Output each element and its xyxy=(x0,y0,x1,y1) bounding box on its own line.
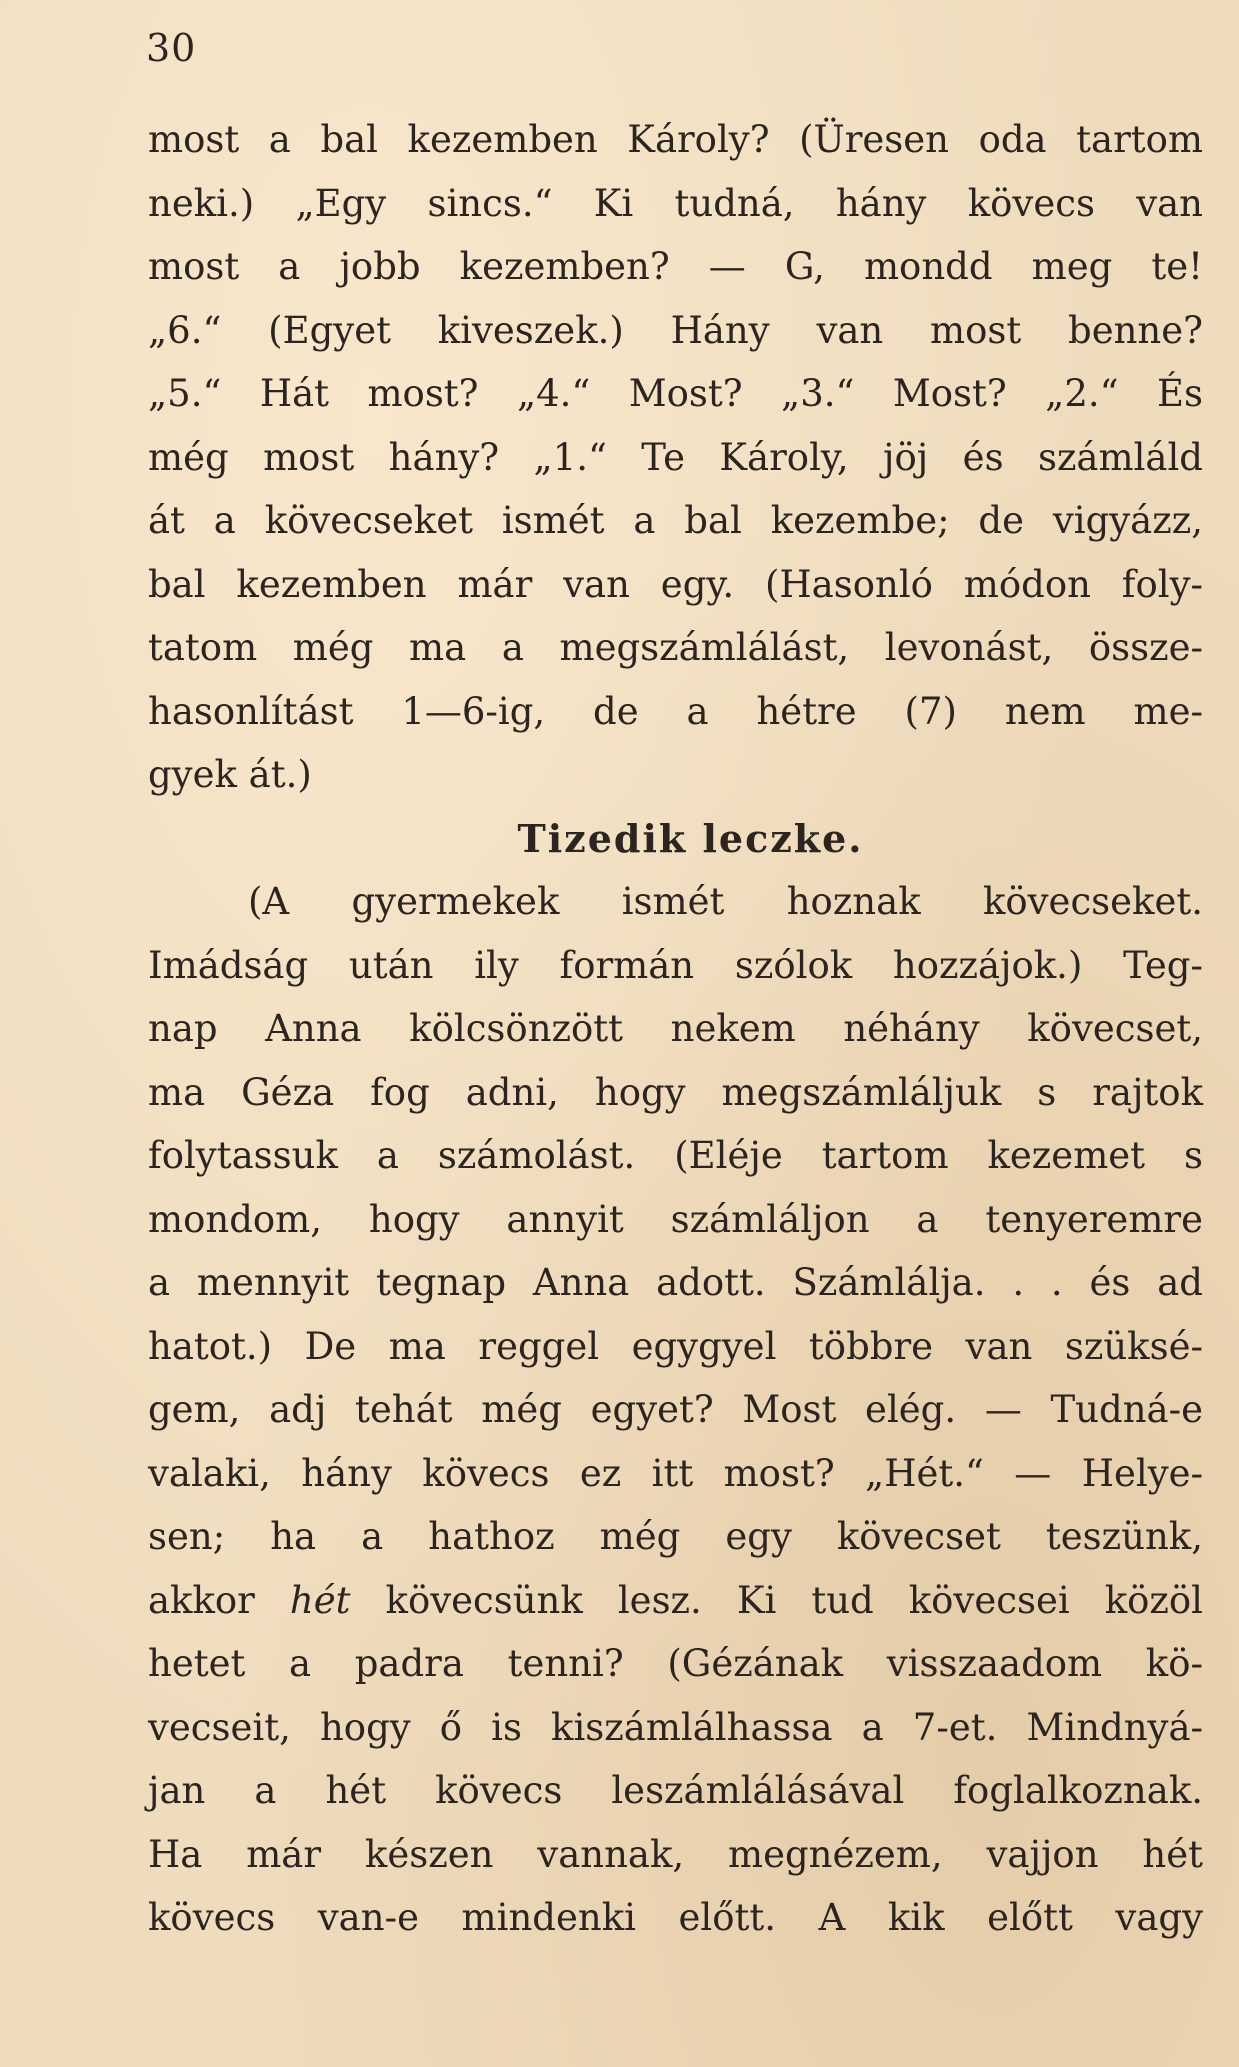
text-line: jan a hét kövecs leszámlálásával foglalkoznak. xyxy=(148,1769,1203,1812)
text-line: „6.“ (Egyet kiveszek.) Hány van most benne? xyxy=(148,308,1203,352)
text-line: hetet a padra tenni? (Gézának visszaadom kö- xyxy=(148,1642,1203,1685)
text-line: Imádság után ily formán szólok hozzájok.) Teg- xyxy=(148,943,1203,987)
text-line: „5.“ Hát most? „4.“ Most? „3.“ Most? „2.“ És xyxy=(148,372,1203,415)
text-fragment: akkor xyxy=(148,1578,290,1622)
text-line: bal kezemben már van egy. (Hasonló módon foly- xyxy=(148,562,1203,606)
text-line: gyek át.) xyxy=(148,753,312,796)
text-line: hasonlítást 1—6-ig, de a hétre (7) nem me- xyxy=(148,689,1203,733)
section-heading: Tizedik leczke. xyxy=(517,815,864,861)
text-line: most a bal kezemben Károly? (Üresen oda tartom xyxy=(148,118,1203,161)
text-line: vecseit, hogy ő is kiszámlálhassa a 7-et. Mindnyá- xyxy=(148,1705,1203,1749)
page-number: 30 xyxy=(146,26,197,70)
text-fragment: kövecsünk lesz. Ki tud kövecsei közöl xyxy=(350,1578,1203,1622)
text-line: hatot.) De ma reggel egygyel többre van szüksé- xyxy=(148,1324,1203,1368)
body-text xyxy=(148,108,1203,1950)
text-line: valaki, hány kövecs ez itt most? „Hét.“ — Helye- xyxy=(148,1451,1203,1495)
text-line: gem, adj tehát még egyet? Most elég. — Tudná-e xyxy=(148,1388,1203,1431)
text-line: ma Géza fog adni, hogy megszámláljuk s rajtok xyxy=(148,1070,1203,1114)
text-line: át a kövecseket ismét a bal kezembe; de vigyázz, xyxy=(148,499,1203,542)
text-line: most a jobb kezemben? — G, mondd meg te! xyxy=(148,245,1203,288)
text-line: (A gyermekek ismét hoznak kövecseket. xyxy=(248,880,1203,923)
text-line: sen; ha a hathoz még egy kövecset teszünk, xyxy=(148,1515,1203,1558)
emphasized-word: hét xyxy=(289,1578,351,1622)
text-line: tatom még ma a megszámlálást, levonást, össze- xyxy=(148,626,1203,669)
text-line: folytassuk a számolást. (Eléje tartom kezemet s xyxy=(148,1134,1203,1177)
text-line: Ha már készen vannak, megnézem, vajjon hét xyxy=(148,1832,1203,1876)
text-line: neki.) „Egy sincs.“ Ki tudná, hány kövecs van xyxy=(148,181,1203,225)
text-line: nap Anna kölcsönzött nekem néhány kövecset, xyxy=(148,1007,1203,1050)
text-line: még most hány? „1.“ Te Károly, jöj és számláld xyxy=(148,435,1203,479)
text-line-with-emphasis xyxy=(148,1569,1203,1633)
text-line: mondom, hogy annyit számláljon a tenyeremre xyxy=(148,1197,1203,1241)
text-line: kövecs van-e mindenki előtt. A kik előtt vagy xyxy=(148,1896,1203,1939)
text-line: a mennyit tegnap Anna adott. Számlálja. . . és ad xyxy=(148,1261,1203,1304)
